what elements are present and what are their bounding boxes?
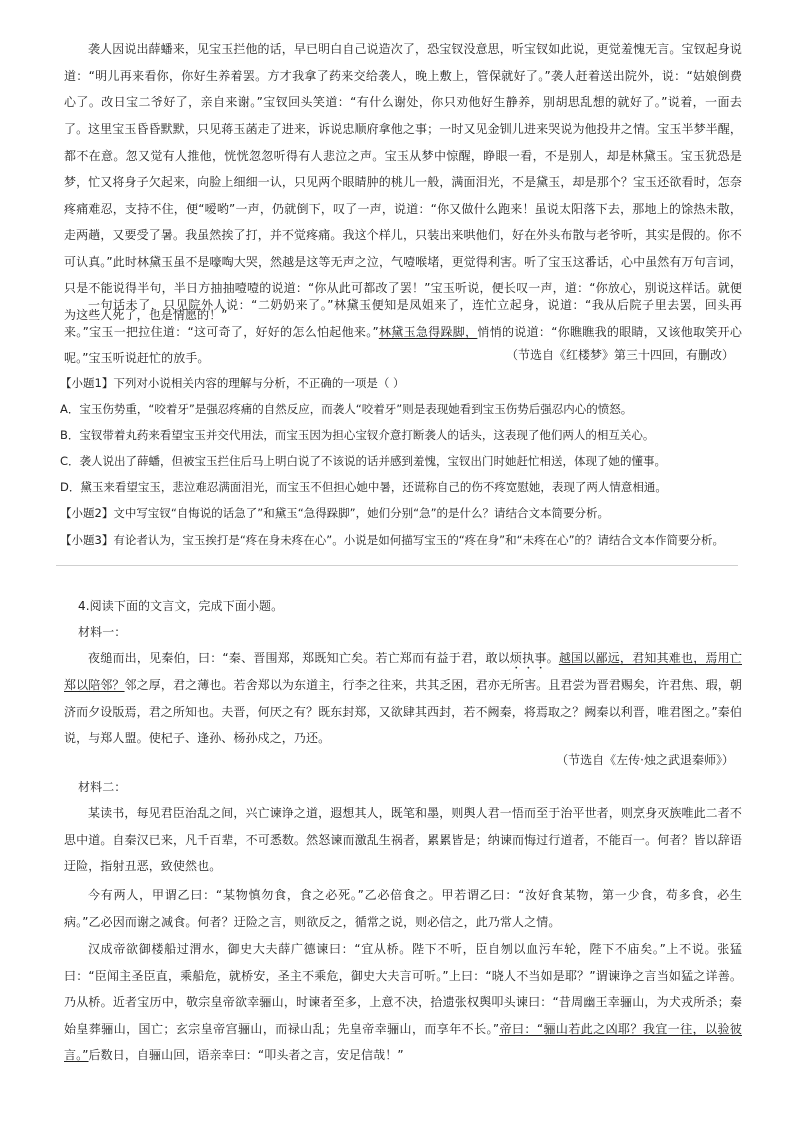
story-underlined-phrase: 林黛玉急得跺脚， — [378, 324, 478, 339]
section-divider — [56, 565, 738, 566]
material-1-text-b: 。 — [546, 651, 559, 665]
question-1-option-a: A．宝玉伤势重，“咬着牙”是强忍疼痛的自然反应，而袭人“咬着牙”则是表现她看到宝玉伤势后强忍内心的愤怒。 — [60, 402, 633, 416]
story-paragraph-2: 这里宝玉昏昏默默，只见蒋玉菡走了进来，诉说忠顺府拿他之事；一时又见金钏儿进来哭说为他投井之情。宝玉半梦半醒，都不在意。忽又觉有人推他，恍恍忽忽听得有人悲泣之声。宝玉从梦中惊醒，睁眼一看，不是别人，却是林黛玉。宝玉犹恐是梦，忙又将身子欠起来，向脸上细细一认，只见两个眼睛肿的桃儿一般，满面泪光，不是黛玉，却是那个？宝玉还欲看时，怎奈疼痛难忍，支持不住，便“嗳哟”一声，仍就倒下，叹了一声，说道：“你又做什么跑来！虽说太阳落下去，那地上的馀热未散，走两趟，又要受了暑。我虽然挨了打，并不觉疼痛。我这个样儿，只装出来哄他们，好在外头布散与老爷听，其实是假的。你不可认真。”此时林黛玉虽不是嚎啕大哭，然越是这等无声之泣，气噎喉堵，更觉得利害。听了宝玉这番话，心中虽然有万句言词，只是不能说得半句，半日方抽抽噎噎的说道：“你从此可都改了罢！”宝玉听说，便长叹一声，道：“你放心，别说这样话。就便为这些人死了，也是情愿的！” — [64, 122, 742, 322]
material-2-paragraph-3 — [64, 936, 742, 1069]
question-2: 【小题2】文中写宝钗“自悔说的话急了”和黛玉“急得跺脚”，她们分别“急”的是什么？请结合文本简要分析。 — [60, 506, 610, 520]
material-2-label: 材料二： — [78, 780, 127, 794]
section-4-heading: 4.阅读下面的文言文，完成下面小题。 — [78, 599, 284, 613]
story-paragraph-3-text-a: 一句话未了，只见院外人说：“二奶奶来了。”林黛玉便知是凤姐来了，连忙立起身，说道：“我从后院子里去罢，回头再来。”宝玉一把拉住道：“这可奇了，好好的怎么怕起他来。” — [64, 298, 742, 339]
material-2-paragraph-1: 某读书，每见君臣治乱之间，兴亡谏诤之道，遐想其人，既笔和墨，则舆人君一悟而至于治平世者，则烹身灭族唯此二者不思中道。自秦汉已来，凡千百辈，不可悉数。然怒谏而激乱生祸者，累累皆是；纳谏而悔过行道者，不能百一。何者？皆以辞语迂险，指射丑恶，致使然也。 — [64, 806, 742, 873]
material-1-text — [64, 645, 742, 752]
story-paragraph-1: 袭人因说出薛蟠来，见宝玉拦他的话，早已明白自己说造次了，恐宝钗没意思，听宝钗如此说，更觉羞愧无言。宝钗起身说道：“明儿再来看你，你好生养着罢。方才我拿了药来交给袭人，晚上敷上，管保就好了。”袭人赶着送出院外，说：“姑娘倒费心了。改日宝二爷好了，亲自来谢。”宝钗回头笑道：“有什么谢处，你只劝他好生静养，别胡思乱想的就好了。”说着，一面去了。 — [64, 42, 742, 136]
material-2-paragraph-3-text-b: 后数日，自骊山回，语亲幸曰：“叩头者之言，安足信哉！” — [88, 1048, 404, 1062]
story-paragraph-3-text-b: 悄悄的说道：“你瞧瞧我的眼睛，又该他取笑开心呢。”宝玉听说赶忙的放手。 — [64, 324, 742, 365]
question-1-option-b: B．宝钗带着丸药来看望宝玉并交代用法，而宝玉因为担心宝钗介意打断袭人的话头，这表现了他们两人的相互关心。 — [60, 428, 655, 442]
material-2-paragraph-2: 今有两人，甲谓乙曰：“某物慎勿食，食之必死。”乙必倍食之。甲若谓乙曰：“汝好食某物，第一少食，苟多食，必生病。”乙必因而谢之减食。何者？迂险之言，则欲反之，循常之说，则必信之，此乃常人之情。 — [64, 888, 742, 929]
question-3: 【小题3】有论者认为，宝玉挨打是“疼在身未疼在心”。小说是如何描写宝玉的“疼在身”和“未疼在心”的？请结合文本作简要分析。 — [60, 533, 725, 547]
material-2-underlined-sentence: 帝曰：“骊山若此之凶耶？我宜一往，以验彼言。” — [64, 1021, 742, 1062]
question-1-option-d: D．黛玉来看望宝玉，悲泣难忍满面泪光，而宝玉不但担心她中暑，还谎称自己的伤不疼宽慰她，表现了两人情意相通。 — [60, 480, 667, 494]
material-1-dotted-phrase: 烦执事 — [509, 651, 547, 665]
story-source-citation: （节选自《红楼梦》第三十四回，有删改） — [505, 348, 734, 362]
material-1-text-c: 邻之厚，君之薄也。若舍郑以为东道主，行李之往来，共其乏困，君亦无所害。且君尝为晋君赐矣，许君焦、瑕，朝济而夕设版焉，君之所知也。夫晋，何厌之有？既东封郑，又欲肆其西封，若不阙秦，将焉取之？阙秦以利晋，唯君图之。”秦伯说，与郑人盟。使杞子、逢孙、杨孙戍之，乃还。 — [64, 678, 742, 745]
material-1-text-a: 夜缒而出，见秦伯，曰：“秦、晋围郑，郑既知亡矣。若亡郑而有益于君，敢以 — [88, 651, 510, 665]
question-1-stem: 【小题1】下列对小说相关内容的理解与分析，不正确的一项是（ ） — [60, 376, 405, 390]
material-1-label: 材料一： — [78, 625, 127, 639]
material-1-source-citation: （节选自《左传·烛之武退秦师》） — [556, 753, 734, 767]
material-2-paragraph-3-text-a: 汉成帝欲御楼船过渭水，御史大夫薛广德谏曰：“宜从桥。陛下不听，臣自刎以血污车轮，陛下不庙矣。”上不说。张猛曰：“臣闻主圣臣直，乘船危，就桥安，圣主不乘危，御史大夫言可听。”上曰：“晓人不当如是耶？”谓谏诤之言当如猛之详善。乃从桥。近者宝历中，敬宗皇帝欲幸骊山，时谏者至多，上意不决，拾遗张权舆叩头谏曰：“昔周幽王幸骊山，为犬戎所杀；秦始皇葬骊山，国亡；玄宗皇帝宫骊山，而禄山乱；先皇帝幸骊山，而享年不长。” — [64, 942, 742, 1036]
question-1-option-c: C．袭人说出了薛蟠，但被宝玉拦住后马上明白说了不该说的话并感到羞愧，宝钗出门时她赶忙相送，体现了她的懂事。 — [60, 454, 667, 468]
material-1-underlined-sentence: 越国以鄙远，君知其难也，焉用亡郑以陪邻？ — [64, 651, 742, 692]
